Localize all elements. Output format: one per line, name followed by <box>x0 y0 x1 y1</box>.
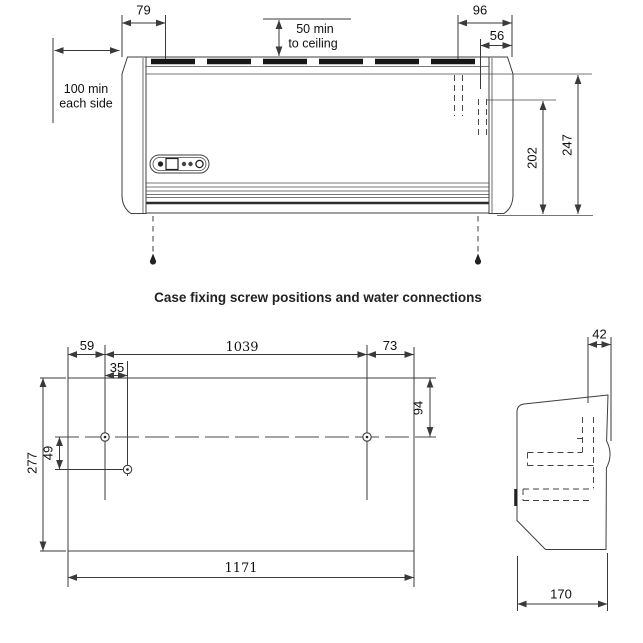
dim-42-label: 42 <box>592 326 607 342</box>
dim-59-label: 59 <box>79 338 95 353</box>
clearance-ceiling-label-1: 50 min <box>296 22 334 36</box>
dim-1171-label: 1171 <box>224 561 258 576</box>
dim-170-label: 170 <box>550 586 572 602</box>
dim-73-label: 73 <box>382 338 398 353</box>
caption: Case fixing screw positions and water connections <box>154 290 482 305</box>
dim-1039-label: 1039 <box>225 340 259 355</box>
power-led-icon <box>158 161 163 166</box>
dim-56-label: 56 <box>489 28 505 43</box>
clearance-side-label-1: 100 min <box>63 82 109 96</box>
button-icon <box>188 162 192 166</box>
button-icon <box>182 162 186 166</box>
clearance-ceiling-label-2: to ceiling <box>288 36 338 51</box>
screw-hole-icon <box>363 433 371 441</box>
unit-case <box>146 57 489 213</box>
dim-94-label: 94 <box>410 400 426 416</box>
dim-79-label: 79 <box>136 2 151 18</box>
right-end-cap <box>489 57 513 214</box>
fixing-template-outline <box>68 378 414 551</box>
screw-hole-icon <box>101 433 109 441</box>
clearance-side-label-2: each side <box>59 96 113 111</box>
left-end-cap <box>122 57 146 214</box>
display-window <box>166 159 178 170</box>
dim-202-label: 202 <box>524 147 540 169</box>
dim-96-label: 96 <box>472 2 488 18</box>
dim-247-label: 247 <box>559 134 575 156</box>
dim-35-label: 35 <box>109 360 125 375</box>
dim-49-label: 49 <box>40 445 56 461</box>
control-panel <box>150 155 209 173</box>
dim-277-label: 277 <box>24 452 40 474</box>
side-profile <box>517 395 610 550</box>
screw-hole-icon <box>123 465 131 473</box>
